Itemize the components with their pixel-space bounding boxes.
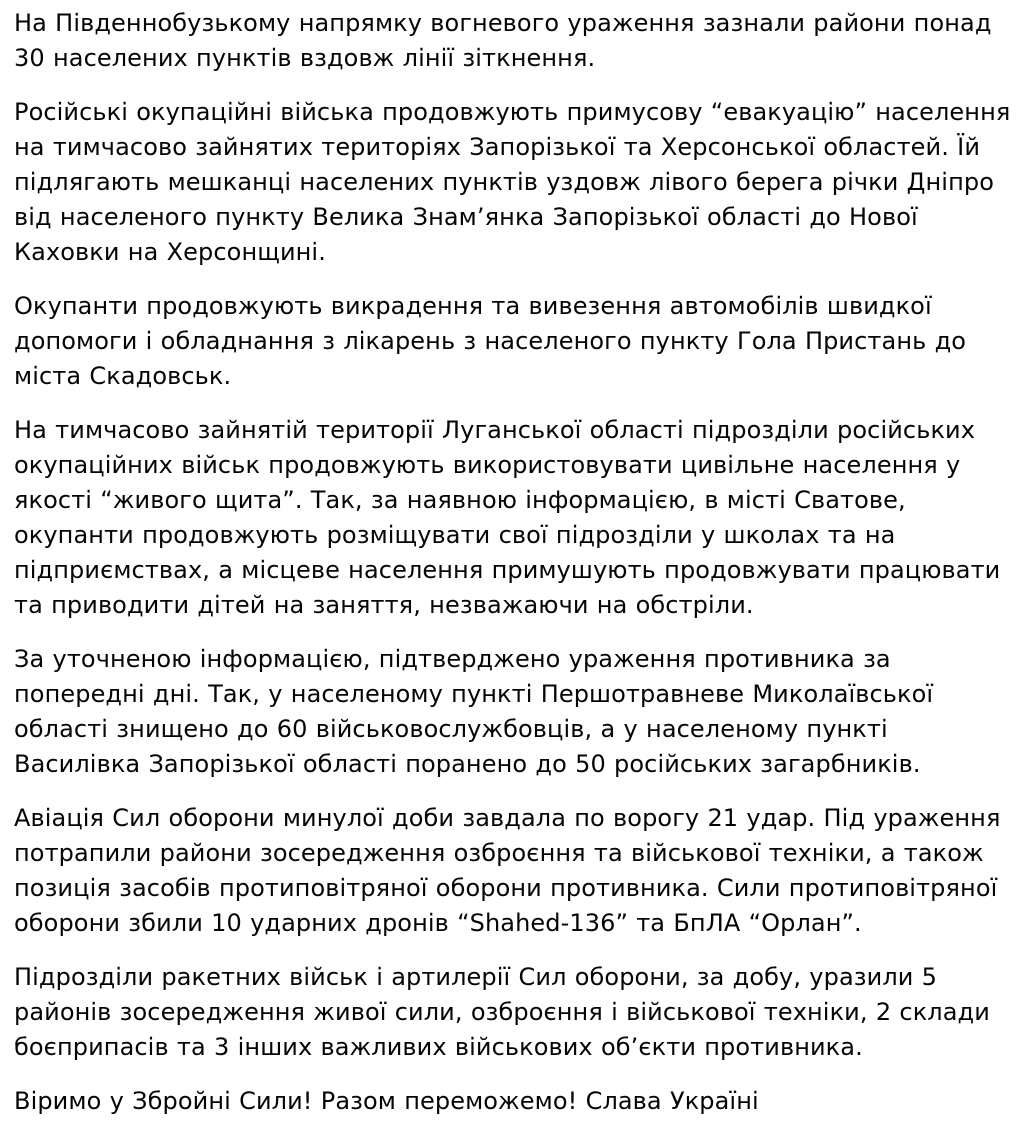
paragraph-confirmed-losses: За уточненою інформацією, підтверджено ураження противника за попередні дні. Так, у населеному пункті Першотравневе Миколаївської області знищено до 60 військовослужбовців, а у населеному пункті Василівка Запорізької області поранено до 50 російських загарбників. <box>14 645 934 778</box>
paragraph-closing-slogan: Віримо у Збройні Сили! Разом переможемо! Слава Україні <box>14 1087 759 1115</box>
paragraph-human-shield: На тимчасово зайнятій території Луганської області підрозділи російських окупаційних військ продовжують використовувати цивільне населення у якості “живого щита”. Так, за наявною інформацією, в місті Сватове, окупанти продовжують розміщувати свої підрозділи у школах та на підприємствах, а місцеве населення примушують продовжувати працювати та приводити дітей на заняття, незважаючи на обстріли. <box>14 416 1001 619</box>
paragraph-artillery-strikes: Підрозділи ракетних військ і артилерії Сил оборони, за добу, уразили 5 районів зосередження живої сили, озброєння і військової техніки, 2 склади боєприпасів та 3 інших важливих військових об’єкти противника. <box>14 963 990 1061</box>
paragraph-ambulance-theft: Окупанти продовжують викрадення та вивезення автомобілів швидкої допомоги і обладнання з лікарень з населеного пункту Гола Пристань до міста Скадовськ. <box>14 292 967 390</box>
paragraph-front-shelling: На Південнобузькому напрямку вогневого ураження зазнали райони понад 30 населених пунктів вздовж лінії зіткнення. <box>14 9 992 72</box>
paragraph-forced-evacuation: Російські окупаційні війська продовжують примусову “евакуацію” населення на тимчасово зайнятих територіях Запорізької та Херсонської областей. Їй підлягають мешканці населених пунктів уздовж лівого берега річки Дніпро від населеного пункту Велика Знам’янка Запорізької області до Нової Каховки на Херсонщині. <box>14 98 1011 266</box>
paragraph-aviation-strikes: Авіація Сил оборони минулої доби завдала по ворогу 21 удар. Під ураження потрапили райони зосередження озброєння та військової техніки, а також позиція засобів протиповітряної оборони противника. Сили протиповітряної оборони збили 10 ударних дронів “Shahed-136” та БпЛА “Орлан”. <box>14 804 1001 937</box>
